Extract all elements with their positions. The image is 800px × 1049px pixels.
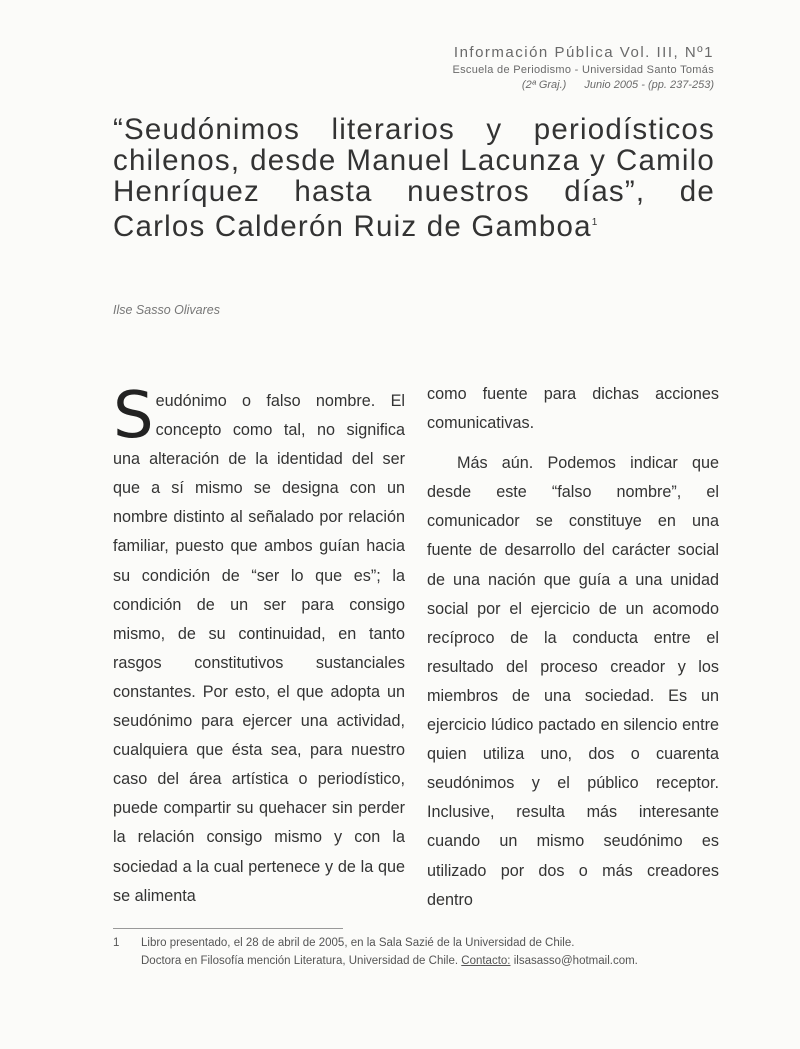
contact-email[interactable]: ilsasasso@hotmail.com. [513, 955, 638, 967]
paragraph: como fuente para dichas acciones comunicativas. [427, 385, 719, 433]
journal-issue-line [452, 79, 714, 91]
title-footnote-mark: 1 [591, 217, 599, 228]
body-column-left [113, 379, 405, 911]
paragraph: Más aún. Podemos indicar que desde este “falso nombre”, el comunicador se constituye en una fuente de desarrollo del carácter social de una nación que guía a una unidad social por el ejercicio de un acomodo recíproco de la conducta entre el resultado del proceso creador y los miembros de una sociedad. Es un ejercicio lúdico pactado en silencio entre quien utiliza uno, dos o cuarenta seudónimos y el público receptor. Inclusive, resulta más interesante cuando un mismo seudónimo es utilizado por dos o más creadores dentro [427, 454, 719, 909]
body-column-right [427, 380, 719, 915]
issue-date-pages: Junio 2005 - (pp. 237-253) [584, 79, 714, 91]
footnote-divider [113, 928, 343, 929]
journal-title: Información Pública Vol. III, Nº1 [453, 44, 714, 61]
footnote-1 [113, 934, 713, 952]
footnote-1-text: Libro presentado, el 28 de abril de 2005, en la Sala Sazié de la Universidad de Chile. [141, 937, 575, 949]
contact-label: Contacto: [461, 955, 511, 967]
footnote-mark: 1 [113, 937, 120, 949]
paragraph [113, 379, 405, 911]
article-title-text: “Seudónimos literarios y periodísticos chilenos, desde Manuel Lacunza y Camilo Henríquez hasta nuestros días”, de Carlos Calderón Ruiz de Gamboa [113, 113, 715, 243]
footnote-2 [113, 952, 713, 970]
issue-note: (2ª Graj.) [521, 79, 567, 91]
paragraph-text: eudónimo o falso nombre. El concepto como tal, no significa una alteración de la identidad del ser que a sí mismo se designa con un nombre distinto al señalado por relación familiar, puesto que ambos guían hacia su condición de “ser lo que es”; la condición de un ser para consigo mismo, de su continuidad, en tanto rasgos constitutivos sustanciales constantes. Por esto, el que adopta un seudónimo para ejercer una actividad, cualquiera que ésta sea, para nuestro caso del área artística o periodístico, puede compartir su quehacer sin perder la relación consigo mismo y con la sociedad a la cual pertenece y de la que se alimenta [113, 392, 405, 905]
drop-cap: S [113, 379, 154, 453]
footnotes [113, 934, 713, 970]
footnote-2-text: Doctora en Filosofía mención Literatura, Universidad de Chile. [141, 955, 459, 967]
journal-header [452, 44, 714, 91]
article-title [113, 114, 715, 242]
article-author: Ilse Sasso Olivares [113, 303, 220, 317]
journal-school: Escuela de Periodismo - Universidad Santo Tomás [452, 64, 714, 76]
